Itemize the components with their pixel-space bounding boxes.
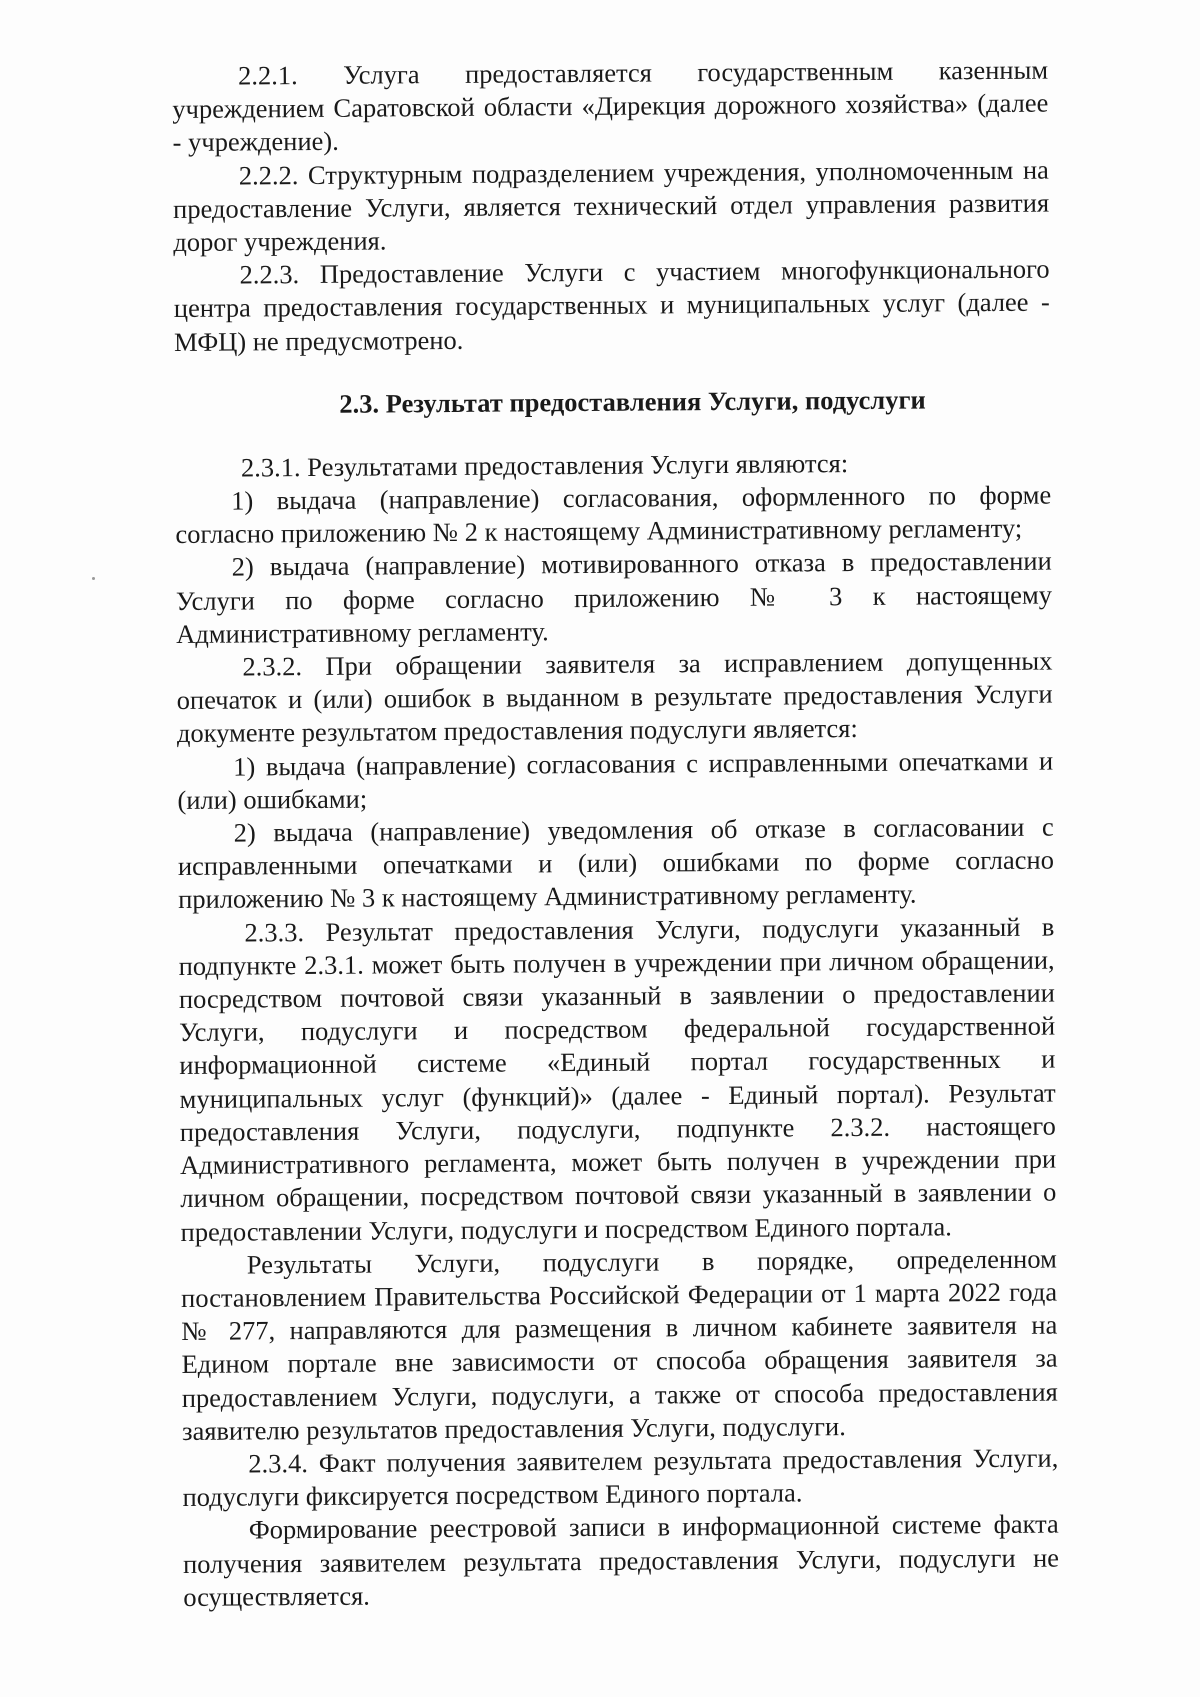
section-heading-2-3: 2.3. Результат предоставления Услуги, подуслуги xyxy=(339,384,926,419)
list-item-2-3-2-1: 1) выдача (направление) согласования с исправленными опечатками и (или) ошибками; xyxy=(177,745,1054,815)
list-item-2-3-2-2: 2) выдача (направление) уведомления об отказе в согласовании с исправленными опечатками и (или) ошибками по форме согласно приложению № 3 к настоящему Административному регламенту. xyxy=(177,811,1054,915)
paragraph-2-3-2: 2.3.2. При обращении заявителя за исправлением допущенных опечаток и (или) ошибок в выданном в результате предоставления Услуги документе результатом предоставления подуслуги является: xyxy=(176,645,1053,749)
paragraph-2-3-3: 2.3.3. Результат предоставления Услуги, подуслуги указанный в подпункте 2.3.1. может быть получен в учреждении при личном обращении, посредством почтовой связи указанный в заявлении о предоставлении Услуги, подуслуги и посредством федеральной государственной информационной системе «Единый портал государственных и муниципальных услуг (функций)» (далее - Единый портал). Результат предоставления Услуги, подуслуги, подпункте 2.3.2. настоящего Административного регламента, может быть получен в учреждении при личном обращении, посредством почтовой связи указанный в заявлении о предоставлении Услуги, подуслуги и посредством Единого портала. xyxy=(178,911,1057,1247)
paragraph-registry-record: Формирование реестровой записи в информационной системе факта получения заявителем результата предоставления Услуги, подуслуги не осуществляется. xyxy=(182,1508,1060,1612)
document-body xyxy=(172,54,1059,1614)
paragraph-2-2-1: 2.2.1. Услуга предоставляется государственным казенным учреждением Саратовской области «Дирекция дорожного хозяйства» (далее - учреждение). xyxy=(172,54,1049,158)
paragraph-2-2-2: 2.2.2. Структурным подразделением учреждения, уполномоченным на предоставление Услуги, является технический отдел управления развития дорог учреждения. xyxy=(172,154,1050,258)
paragraph-2-3-4: 2.3.4. Факт получения заявителем результата предоставления Услуги, подуслуги фиксируется посредством Единого портала. xyxy=(182,1442,1059,1513)
list-item-2-3-1-2: 2) выдача (направление) мотивированного отказа в предоставлении Услуги по форме согласно приложению № 3 к настоящему Административному регламенту. xyxy=(175,546,1053,649)
paragraph-results-placement: Результаты Услуги, подуслуги в порядке, определенном постановлением Правительства Российской Федерации от 1 марта 2022 года № 277, направляются для размещения в личном кабинете заявителя на Едином портале вне зависимости от способа обращения заявителя за предоставлением Услуги, подуслуги, а также от способа предоставления заявителю результатов предоставления Услуги, подуслуги. xyxy=(180,1243,1058,1446)
paragraph-2-2-3: 2.2.3. Предоставление Услуги с участием многофункционального центра предоставления государственных и муниципальных услуг (далее - МФЦ) не предусмотрено. xyxy=(173,253,1050,357)
paragraph-2-3-1: 2.3.1. Результатами предоставления Услуги являются: xyxy=(240,447,849,483)
list-item-2-3-1-1: 1) выдача (направление) согласования, оформленного по форме согласно приложению № 2 к настоящему Административному регламенту; xyxy=(175,479,1052,550)
scan-speck xyxy=(92,577,95,580)
